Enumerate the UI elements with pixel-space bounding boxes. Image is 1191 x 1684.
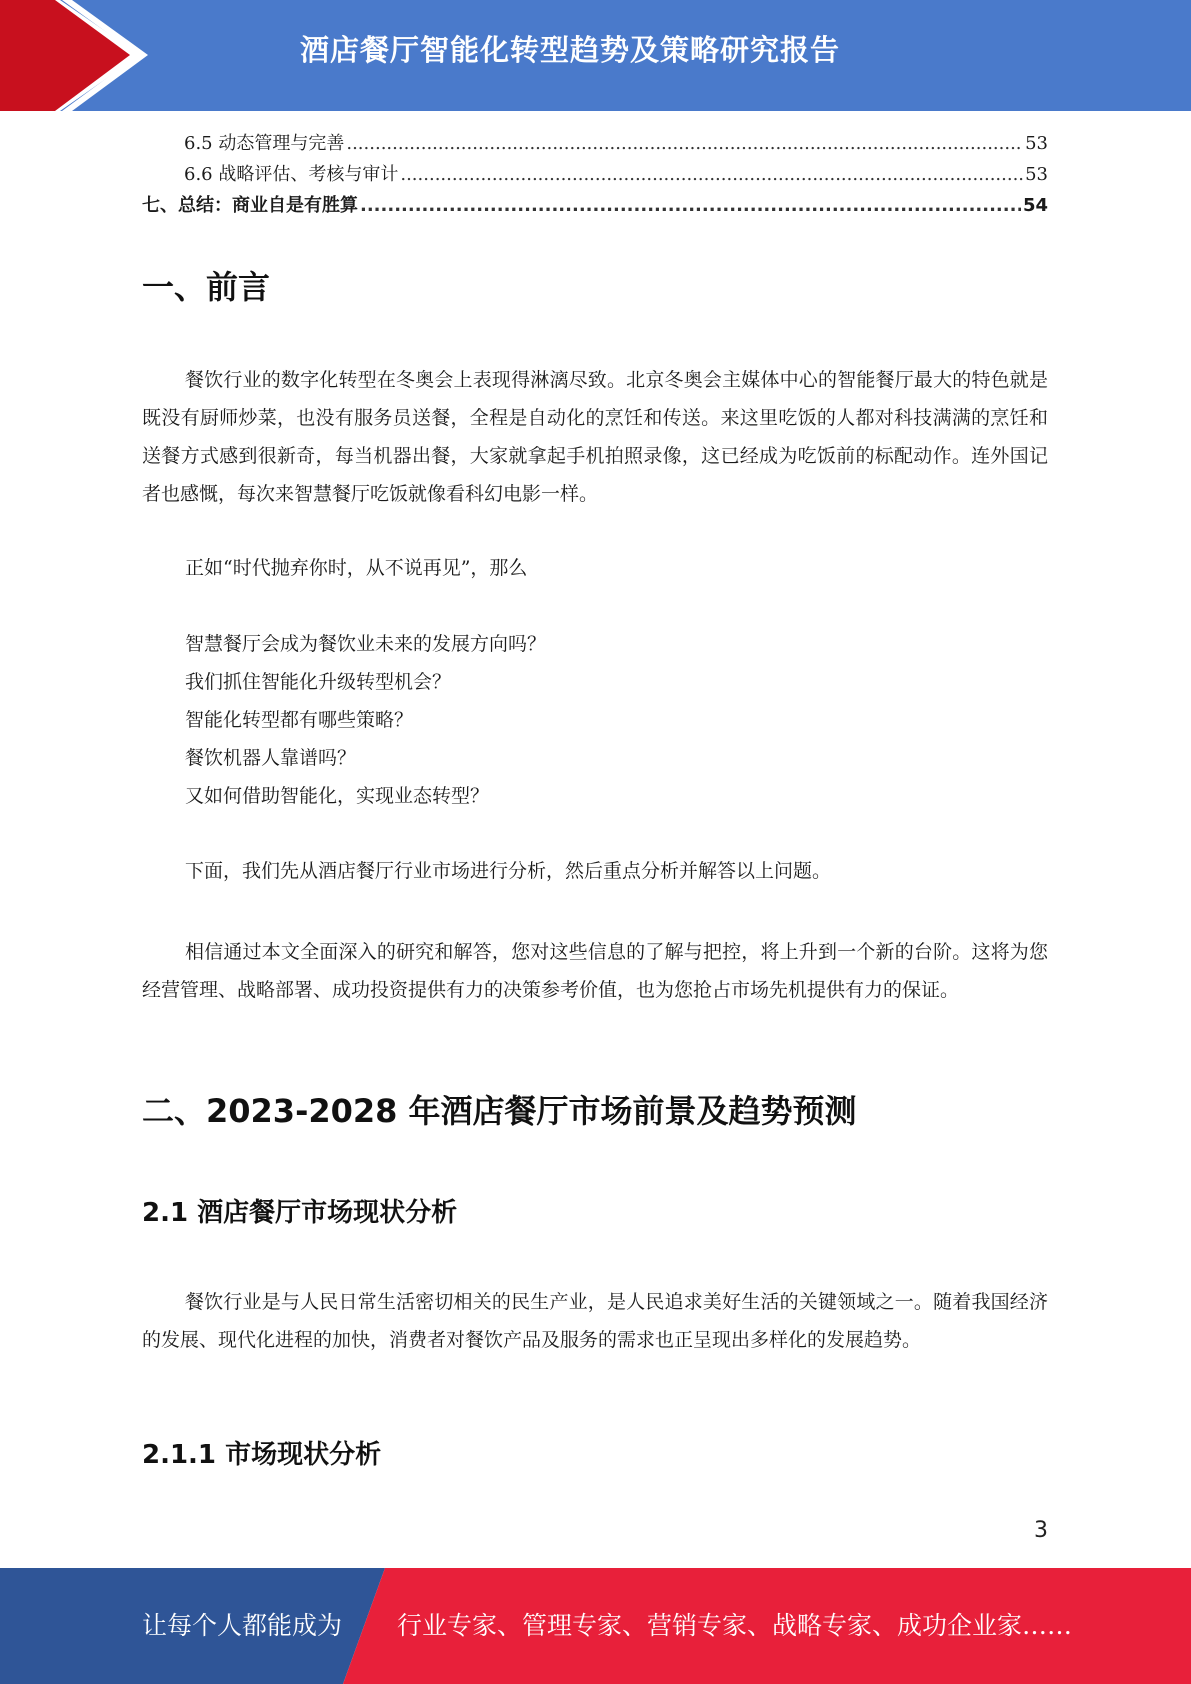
section-heading-market-forecast: 二、2023-2028 年酒店餐厅市场前景及趋势预测 (142, 1092, 857, 1130)
footer-slogan-left: 让每个人都能成为 (142, 1611, 343, 1640)
question-item: 餐饮机器人靠谱吗？ (185, 747, 357, 769)
subsection-heading-market-analysis: 2.1.1 市场现状分析 (142, 1440, 382, 1470)
preface-quote-paragraph: 正如“时代抛弃你时，从不说再见”，那么 (185, 557, 528, 579)
toc-entry[interactable] (142, 128, 1048, 159)
toc-entry-label: 6.5 动态管理与完善 (184, 133, 345, 154)
preface-conclusion-paragraph: 相信通过本文全面深入的研究和解答，您对这些信息的了解与把控，将上升到一个新的台阶。这将为您经营管理、战略部署、成功投资提供有力的决策参考价值，也为您抢占市场先机提供有力的保证。 (142, 941, 1048, 1001)
section-heading-preface: 一、前言 (142, 268, 271, 306)
table-of-contents (142, 128, 1048, 221)
report-title: 酒店餐厅智能化转型趋势及策略研究报告 (300, 33, 841, 67)
page-footer-banner (0, 1568, 1191, 1684)
toc-leader (400, 159, 1023, 190)
page-header-banner (0, 0, 1191, 111)
question-item: 智慧餐厅会成为餐饮业未来的发展方向吗？ (185, 633, 547, 655)
question-item: 我们抓住智能化升级转型机会？ (185, 671, 452, 693)
market-status-paragraph: 餐饮行业是与人民日常生活密切相关的民生产业，是人民追求美好生活的关键领域之一。随着我国经济的发展、现代化进程的加快，消费者对餐饮产品及服务的需求也正呈现出多样化的发展趋势。 (142, 1291, 1048, 1351)
toc-entry[interactable] (142, 159, 1048, 190)
question-item: 智能化转型都有哪些策略？ (185, 709, 414, 731)
page-number: 3 (1034, 1518, 1048, 1543)
question-item: 又如何借助智能化，实现业态转型？ (185, 785, 490, 807)
toc-entry-page: 53 (1025, 133, 1048, 154)
toc-entry-label: 6.6 战略评估、考核与审计 (184, 164, 399, 185)
footer-slogan-right: 行业专家、管理专家、营销专家、战略专家、成功企业家…… (397, 1611, 1073, 1640)
toc-entry[interactable] (142, 190, 1048, 221)
toc-leader (360, 190, 1021, 221)
question-list (185, 625, 546, 815)
preface-paragraph: 餐饮行业的数字化转型在冬奥会上表现得淋漓尽致。北京冬奥会主媒体中心的智能餐厅最大的特色就是既没有厨师炒菜，也没有服务员送餐，全程是自动化的烹饪和传送。来这里吃饭的人都对科技满满的烹饪和送餐方式感到很新奇，每当机器出餐，大家就拿起手机拍照录像，这已经成为吃饭前的标配动作。连外国记者也感慨，每次来智慧餐厅吃饭就像看科幻电影一样。 (142, 369, 1048, 505)
toc-entry-page: 53 (1025, 164, 1048, 185)
toc-leader (346, 128, 1023, 159)
subsection-heading-market-status: 2.1 酒店餐厅市场现状分析 (142, 1198, 458, 1228)
preface-analysis-paragraph: 下面，我们先从酒店餐厅行业市场进行分析，然后重点分析并解答以上问题。 (185, 860, 832, 882)
toc-entry-label: 七、总结：商业自是有胜算 (142, 195, 358, 216)
toc-entry-page: 54 (1022, 195, 1048, 216)
